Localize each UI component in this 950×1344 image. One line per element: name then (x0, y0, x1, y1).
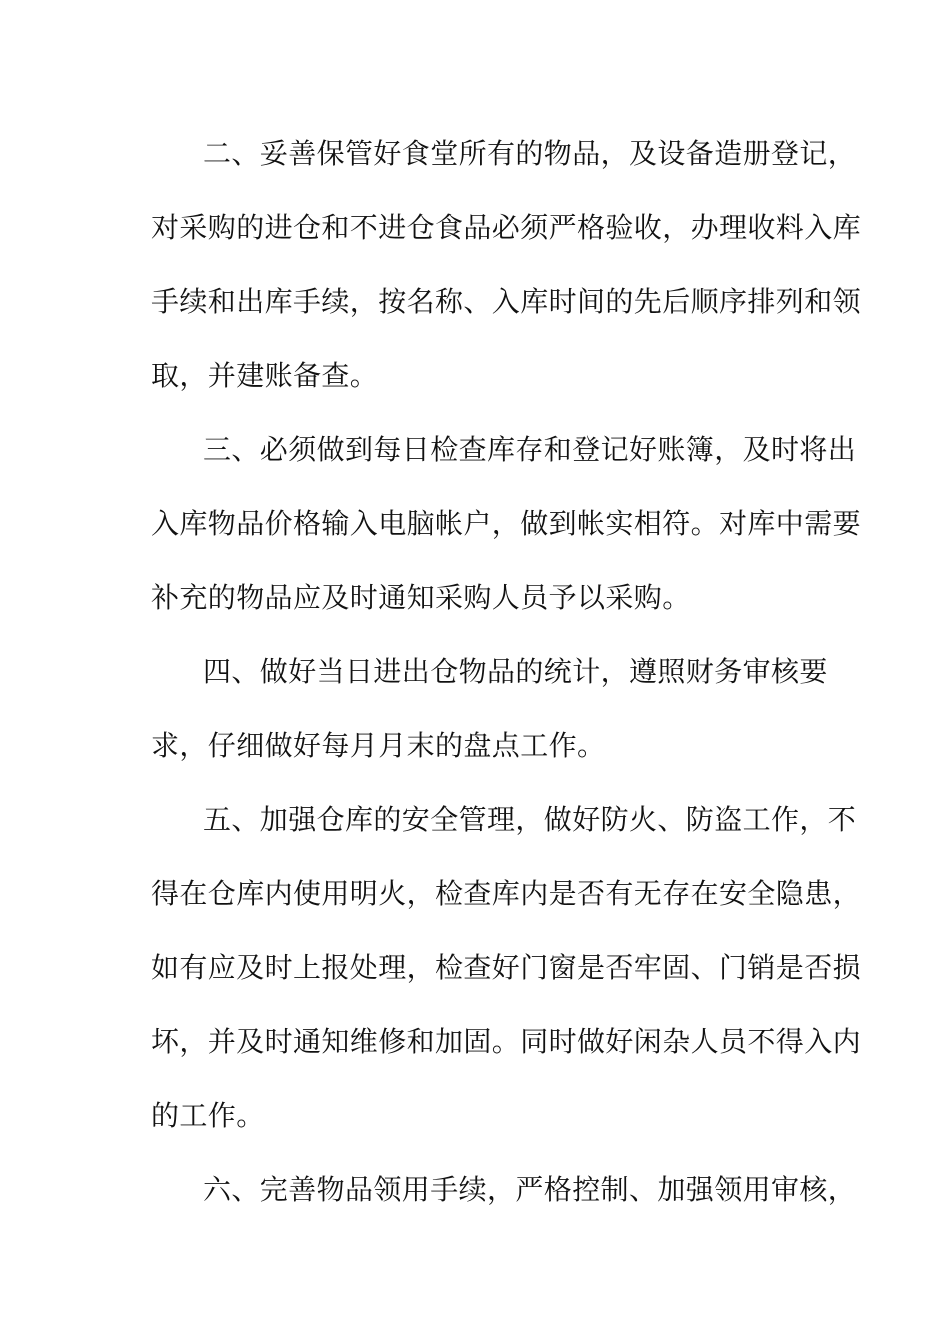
text-line: 如有应及时上报处理，检查好门窗是否牢固、门销是否损 (151, 951, 862, 984)
text-line: 五、加强仓库的安全管理，做好防火、防盗工作，不 (203, 803, 857, 836)
text-line: 求，仔细做好每月月末的盘点工作。 (151, 729, 606, 762)
text-line: 入库物品价格输入电脑帐户，做到帐实相符。对库中需要 (151, 507, 862, 540)
text-line: 六、完善物品领用手续，严格控制、加强领用审核， (203, 1173, 857, 1206)
text-line: 手续和出库手续，按名称、入库时间的先后顺序排列和领 (151, 285, 862, 318)
text-line: 坏，并及时通知维修和加固。同时做好闲杂人员不得入内 (151, 1025, 862, 1058)
text-line: 得在仓库内使用明火，检查库内是否有无存在安全隐患， (151, 877, 862, 910)
text-line: 补充的物品应及时通知采购人员予以采购。 (151, 581, 691, 614)
text-line: 四、做好当日进出仓物品的统计，遵照财务审核要 (203, 655, 828, 688)
text-line: 二、妥善保管好食堂所有的物品，及设备造册登记， (203, 137, 857, 170)
text-line: 取，并建账备查。 (151, 359, 379, 392)
text-line: 三、必须做到每日检查库存和登记好账簿，及时将出 (203, 433, 857, 466)
text-line: 对采购的进仓和不进仓食品必须严格验收，办理收料入库 (151, 211, 862, 244)
text-line: 的工作。 (151, 1099, 265, 1132)
